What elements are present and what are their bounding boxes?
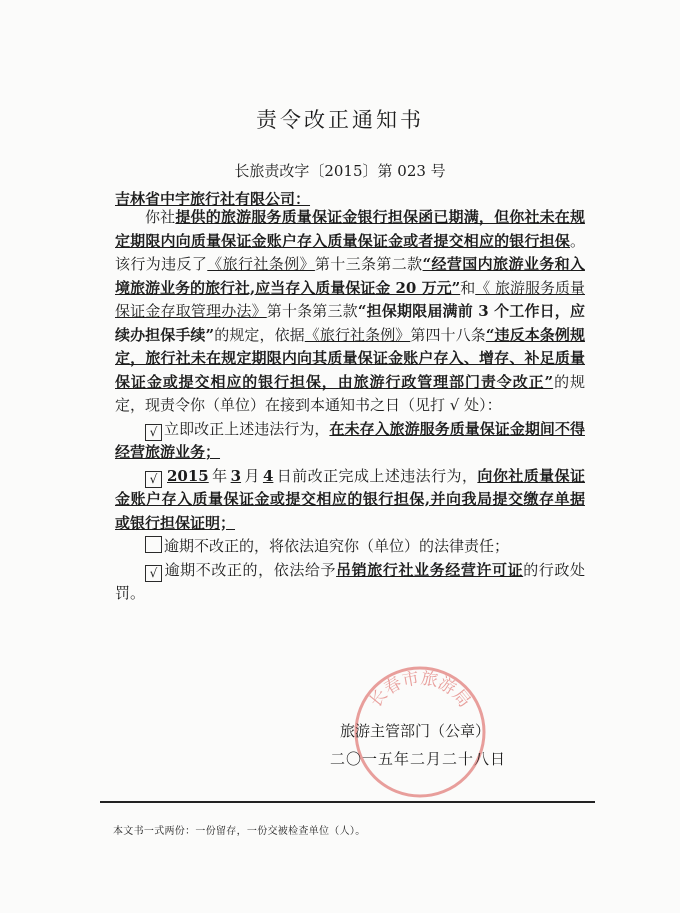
- option-deadline-correction: √ 2015 年 3 月 4 日前改正完成上述违法行为，向你社质量保证金账户存入质量保证金或提交相应的银行担保,并向我局提交缴存单据或银行担保证明；: [115, 466, 585, 532]
- issue-date: 二〇一五年二月二十八日: [330, 750, 507, 768]
- deadline-month: 3: [230, 466, 242, 485]
- checkbox-option-4: √: [145, 565, 162, 582]
- footer-note: 本文书一式两份：一份留存，一份交被检查单位（人）。: [113, 826, 366, 837]
- document-title: 责令改正通知书: [256, 108, 424, 132]
- recipient-name: 吉林省中宇旅行社有限公司：: [115, 190, 311, 208]
- main-paragraph: 你社提供的旅游服务质量保证金银行担保函已期满，但你社未在规定期限内向质量保证金账户存入质量保证金或者提交相应的银行担保。该行为违反了《旅行社条例》第十三条第二款“经营国内旅游业务和入境旅游业务的旅行社,应当存入质量保证金 20 万元”和《 旅游服务质量保证金存取管理办法》第十条第三款“担保期限届满前 3 个工作日，应续办担保手续”的规定，依据《旅行社条例》第四十八条“违反本条例规定，旅行社未在规定期限内向其质量保证金账户存入、增存、补足质量保证金或提交相应的银行担保，由旅游行政管理部门责令改正”的规定，现责令你（单位）在接到本通知书之日（见打 √ 处）：: [115, 208, 585, 414]
- notice-body: [115, 206, 585, 606]
- deadline-day: 4: [262, 466, 274, 485]
- checkbox-option-1: √: [145, 424, 162, 441]
- checkbox-option-3: [145, 536, 162, 553]
- deadline-year: 2015: [167, 466, 209, 485]
- seal-text: 长春市旅游局: [365, 668, 475, 712]
- signature-authority: 旅游主管部门（公章）: [340, 722, 491, 740]
- option-license-revocation: √ 逾期不改正的，依法给予吊销旅行社业务经营许可证的行政处罚。: [115, 560, 585, 602]
- checkbox-option-2: √: [145, 471, 162, 488]
- option-legal-liability: 逾期不改正的，将依法追究你（单位）的法律责任；: [115, 535, 585, 559]
- option-immediate-correction: √ 立即改正上述违法行为，在未存入旅游服务质量保证金期间不得经营旅游业务；: [115, 419, 585, 461]
- footer-divider: [100, 801, 595, 803]
- document-number: 长旅责改字〔2015〕第 023 号: [234, 162, 446, 180]
